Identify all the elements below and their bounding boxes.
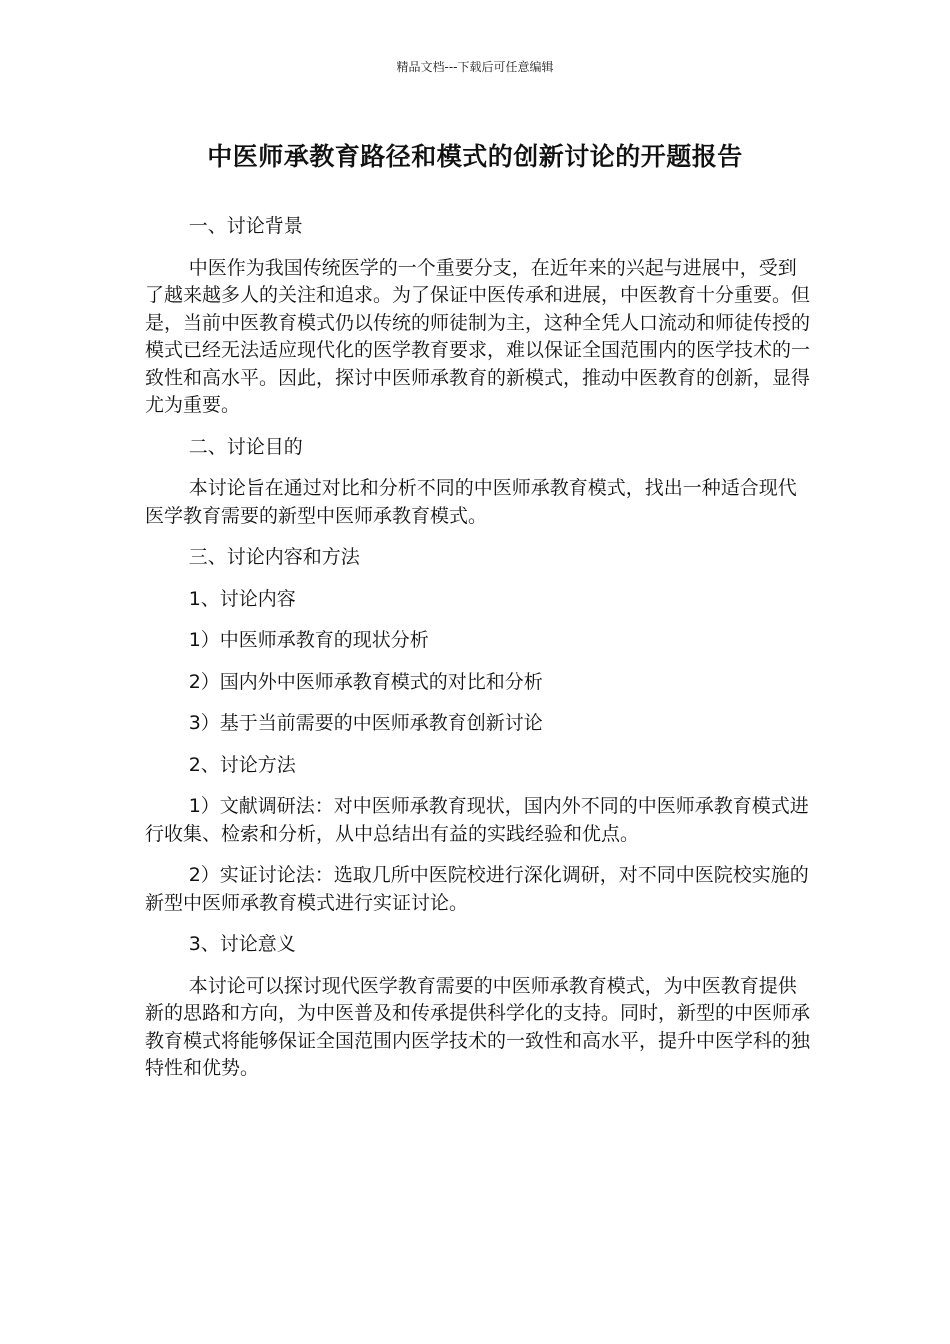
paragraph-method-1: 1）文献调研法：对中医师承教育现状，国内外不同的中医师承教育模式进行收集、检索和分析，从中总结出有益的实践经验和优点。 bbox=[145, 795, 809, 845]
subheading-content: 1、讨论内容 bbox=[188, 587, 296, 610]
list-item-content-1: 1）中医师承教育的现状分析 bbox=[188, 629, 429, 651]
paragraph-background: 中医作为我国传统医学的一个重要分支，在近年来的兴起与进展中，受到了越来越多人的关注和追求。为了保证中医传承和进展，中医教育十分重要。但是，当前中医教育模式仍以传统的师徒制为主，这种全凭人口流动和师徒传授的模式已经无法适应现代化的医学教育要求，难以保证全国范围内的医学技术的一致性和高水平。因此，探讨中医师承教育的新模式，推动中医教育的创新，显得尤为重要。 bbox=[145, 256, 811, 416]
subheading-significance: 3、讨论意义 bbox=[188, 933, 296, 955]
paragraph-purpose: 本讨论旨在通过对比和分析不同的中医师承教育模式，找出一种适合现代医学教育需要的新型中医师承教育模式。 bbox=[145, 477, 797, 527]
subheading-method: 2、讨论方法 bbox=[188, 753, 296, 776]
header-note: 精品文档---下载后可任意编辑 bbox=[396, 60, 554, 74]
section-heading-purpose: 二、讨论目的 bbox=[188, 435, 303, 458]
section-heading-background: 一、讨论背景 bbox=[188, 215, 303, 237]
list-item-content-3: 3）基于当前需要的中医师承教育创新讨论 bbox=[188, 712, 543, 734]
paragraph-significance: 本讨论可以探讨现代医学教育需要的中医师承教育模式，为中医教育提供新的思路和方向，为中医普及和传承提供科学化的支持。同时，新型的中医师承教育模式将能够保证全国范围内医学技术的一致性和高水平，提升中医学科的独特性和优势。 bbox=[145, 974, 811, 1079]
document-title: 中医师承教育路径和模式的创新讨论的开题报告 bbox=[207, 142, 743, 171]
section-heading-content-method: 三、讨论内容和方法 bbox=[188, 546, 360, 568]
paragraph-method-2: 2）实证讨论法：选取几所中医院校进行深化调研，对不同中医院校实施的新型中医师承教育模式进行实证讨论。 bbox=[145, 864, 809, 914]
document-body bbox=[145, 213, 810, 1097]
list-item-content-2: 2）国内外中医师承教育模式的对比和分析 bbox=[188, 670, 543, 693]
